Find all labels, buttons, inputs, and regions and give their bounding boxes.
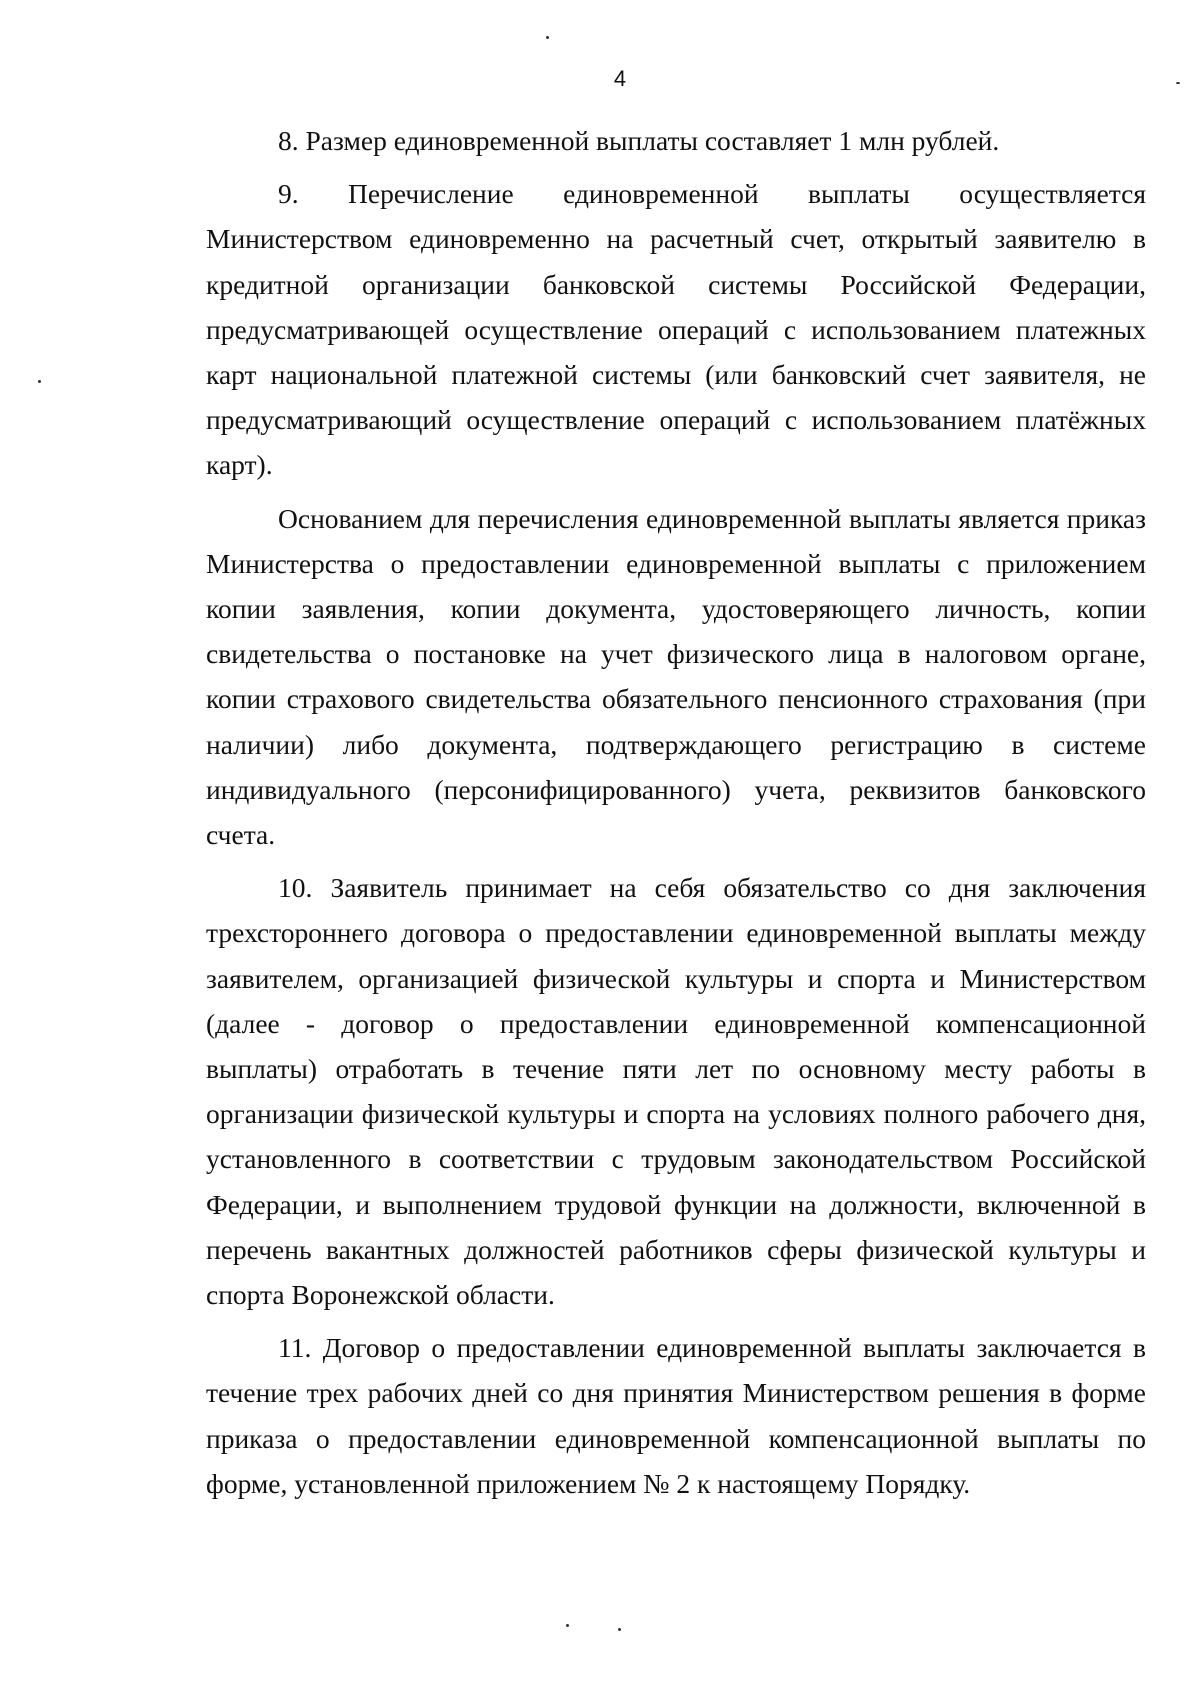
paragraph-8: 8. Размер единовременной выплаты составляет 1 млн рублей. bbox=[278, 125, 1000, 156]
scan-speck bbox=[566, 1624, 569, 1627]
scan-speck bbox=[1176, 82, 1180, 84]
paragraph-9: 9. Перечисление единовременной выплаты осуществляется Министерством единовременно на расчетный счет, открытый заявителю в кредитной организации банковской системы Российской Федерации, предусматривающей осуществление операций с использованием платежных карт национальной платежной системы (или банковский счет заявителя, не предусматривающий осуществление операций с использованием платёжных карт). bbox=[206, 178, 1146, 481]
paragraph-10: 10. Заявитель принимает на себя обязательство со дня заключения трехстороннего договора о предоставлении единовременной выплаты между заявителем, организацией физической культуры и спорта и Министерством (далее - договор о предоставлении единовременной компенсационной выплаты) отработать в течение пяти лет по основному месту работы в организации физической культуры и спорта на условиях полного рабочего дня, установленного в соответствии с трудовым законодательством Российской Федерации, и выполнением трудовой функции на должности, включенной в перечень вакантных должностей работников сферы физической культуры и спорта Воронежской области. bbox=[206, 872, 1146, 1311]
paragraph-11: 11. Договор о предоставлении единовременной выплаты заключается в течение трех рабочих дней со дня принятия Министерством решения в форме приказа о предоставлении единовременной компенсационной выплаты по форме, установленной приложением № 2 к настоящему Порядку. bbox=[206, 1332, 1146, 1499]
paragraph-9-basis: Основанием для перечисления единовременной выплаты является приказ Министерства о предоставлении единовременной выплаты с приложением копии заявления, копии документа, удостоверяющего личность, копии свидетельства о постановке на учет физического лица в налоговом органе, копии страхового свидетельства обязательного пенсионного страхования (при наличии) либо документа, подтверждающего регистрацию в системе индивидуального (персонифицированного) учета, реквизитов банковского счета. bbox=[206, 502, 1146, 851]
page-number: 4 bbox=[613, 66, 627, 91]
scan-speck bbox=[546, 36, 549, 39]
document-body bbox=[206, 118, 1146, 1506]
scan-speck bbox=[38, 380, 41, 383]
scan-speck bbox=[618, 1628, 621, 1631]
